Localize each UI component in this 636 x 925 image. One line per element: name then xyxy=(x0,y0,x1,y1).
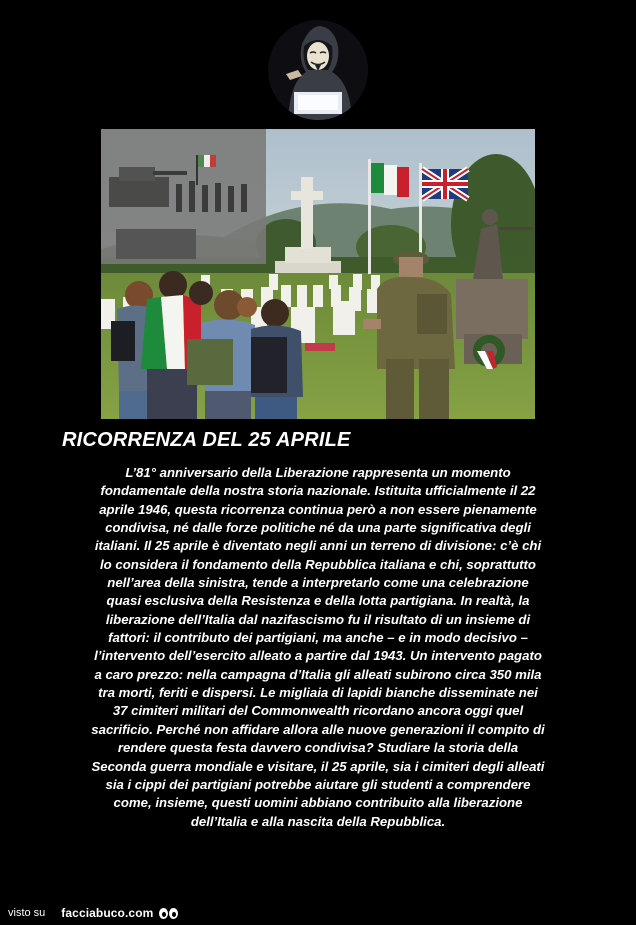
body-line: a caro prezzo: nella campagna d’Italia gli alleati subirono circa 350 mila xyxy=(94,666,542,682)
body-line: lo considera il fondamento della Repubblica italiana e chi, soprattutto xyxy=(100,556,536,572)
visto-su-label: visto su xyxy=(8,907,46,919)
footer-watermark[interactable] xyxy=(8,902,178,924)
avatar-hooded-figure-icon xyxy=(268,20,368,120)
body-line: tra morti, feriti e dispersi. Le migliaia di lapidi bianche disseminate nei xyxy=(98,685,538,701)
body-line: sia i cippi dei partigiani potrebbe aiutare gli studenti a comprendere xyxy=(105,776,531,792)
body-line: L’81° anniversario della Liberazione rappresenta un momento xyxy=(125,465,511,480)
eye-right-icon xyxy=(169,908,178,919)
eye-left-icon xyxy=(159,908,168,919)
cemetery-memorial-image xyxy=(101,129,535,419)
body-line: quasi esclusiva della Resistenza e della lotta partigiana. In realtà, la xyxy=(106,593,530,609)
body-line: dell’Italia e alla nascita della Repubblica. xyxy=(190,813,446,829)
body-line: fondamentale della nostra storia nazionale. Istituita ufficialmente il 22 xyxy=(100,483,536,499)
body-line: 37 cimiteri militari del Commonwealth ricordano ancora oggi quel xyxy=(112,703,524,719)
body-line: nell’area della sinistra, tende a interpretarlo come una celebrazione xyxy=(107,575,529,591)
body-line: fattori: il contributo dei partigiani, ma anche – e in modo decisivo – xyxy=(108,630,528,646)
body-line: liberazione dell’Italia dal nazifascismo fu il risultato di un insieme di xyxy=(105,611,531,627)
body-line: l’intervento dell’esercito alleato a partire dal 1943. Un intervento pagato xyxy=(94,648,542,664)
page-title: RICORRENZA DEL 25 APRILE xyxy=(62,429,351,451)
eyes-icon xyxy=(159,908,178,919)
body-line: come, insieme, questi uomini abbiano contribuito alla liberazione xyxy=(113,795,523,811)
body-line: condivisa, né dalle forze politiche né da una parte significativa degli xyxy=(105,520,531,536)
body-line: aprile 1946, questa ricorrenza continua però a non essere pienamente xyxy=(99,501,537,517)
site-name[interactable]: facciabuco.com xyxy=(61,906,154,920)
body-line: rendere questa festa davvero condivisa? Studiare la storia della xyxy=(117,740,519,756)
body-line: italiani. Il 25 aprile è diventato negli anni un terreno di divisione: c’è chi xyxy=(94,538,542,554)
article-body xyxy=(52,464,584,831)
body-line: sacrificio. Perché non affidare allora alle nuove generazioni il compito di xyxy=(91,721,545,737)
body-line: Seconda guerra mondiale e visitare, il 25 aprile, sia i cimiteri degli alleati xyxy=(91,758,545,774)
